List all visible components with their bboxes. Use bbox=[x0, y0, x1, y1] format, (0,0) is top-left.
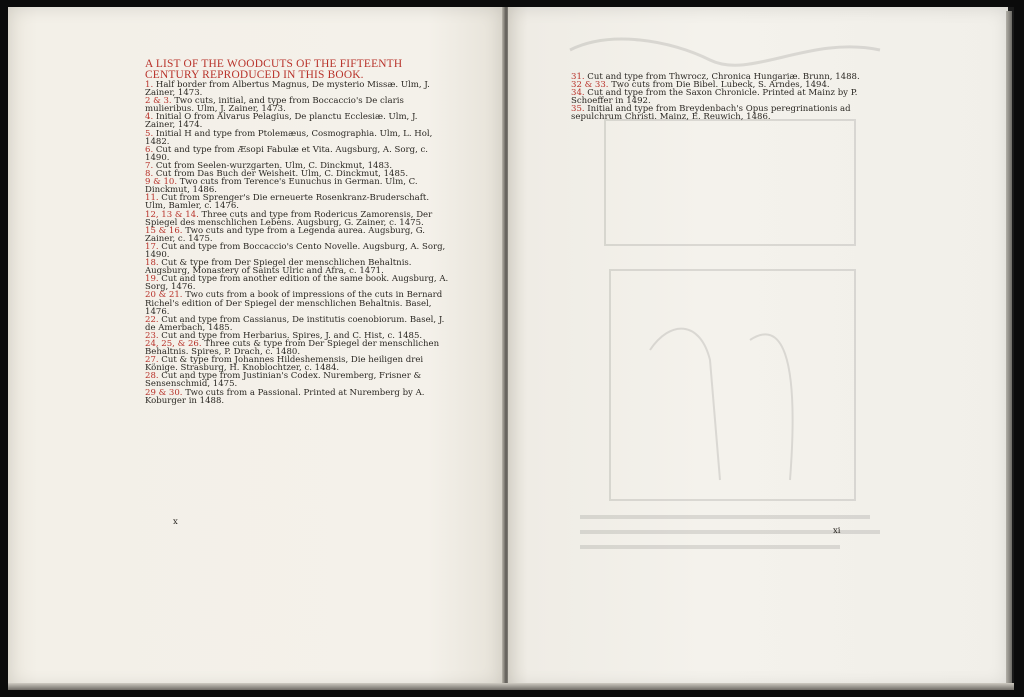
list-entry bbox=[145, 97, 450, 113]
list-entry bbox=[145, 259, 450, 275]
woodcut-list-left bbox=[145, 59, 450, 405]
list-entry bbox=[145, 372, 450, 388]
entry-number: 18. bbox=[145, 258, 159, 269]
page-number-left: x bbox=[173, 517, 178, 527]
entry-text: Three cuts and type from Rodericus Zamorensis, Der Spiegel des menschlichen Lebens. Augsburg, G. Zainer, c. 1475. bbox=[145, 209, 433, 228]
entry-number: 9 & 10. bbox=[145, 177, 178, 188]
list-entry bbox=[145, 113, 450, 129]
entry-text: Two cuts from Die Bibel. Lubeck, S. Arndes, 1494. bbox=[608, 80, 830, 91]
page-edge-right bbox=[1006, 11, 1012, 687]
entry-text: Two cuts from a book of impressions of the cuts in Bernard Richel's edition of Der Spiegel der menschlichen Behaltnis. Basel, 1476. bbox=[145, 290, 443, 317]
entry-text: Cut and type from Herbarius. Spires, J. and C. Hist, c. 1485. bbox=[158, 330, 423, 341]
entry-number: 23. bbox=[145, 330, 159, 341]
entry-number: 31. bbox=[571, 72, 585, 82]
list-entry bbox=[145, 81, 450, 97]
entry-number: 35. bbox=[571, 104, 585, 115]
entry-text: Three cuts & type from Der Spiegel der menschlichen Behaltnis. Spires, P. Drach, c. 1480. bbox=[145, 339, 440, 358]
page-edge-bottom bbox=[8, 683, 1014, 690]
entry-text: Cut from Das Buch der Weisheit. Ulm, C. Dinckmut, 1485. bbox=[153, 169, 409, 180]
entry-text: Cut and type from Cassianus, De institutis coenobiorum. Basel, J. de Amerbach, 1485. bbox=[145, 314, 445, 333]
entry-text: Initial O from Alvarus Pelagius, De planctu Ecclesiæ. Ulm, J. Zainer, 1474. bbox=[145, 112, 418, 131]
list-entry bbox=[145, 340, 450, 356]
list-entry bbox=[571, 89, 871, 105]
entry-number: 4. bbox=[145, 112, 154, 123]
entry-number: 15 & 16. bbox=[145, 225, 183, 236]
entry-number: 1. bbox=[145, 80, 154, 90]
entry-text: Half border from Albertus Magnus, De mysterio Missæ. Ulm, J. Zainer, 1473. bbox=[145, 80, 430, 99]
entry-number: 34. bbox=[571, 88, 585, 99]
entry-number: 20 & 21. bbox=[145, 290, 183, 301]
entry-number: 5. bbox=[145, 128, 154, 139]
entry-text: Cut & type from Johannes Hildeshemensis, Die heiligen drei Könige. Strasburg, H. Knoblochtzer, c. 1484. bbox=[145, 355, 424, 374]
entry-text: Initial H and type from Ptolemæus, Cosmographia. Ulm, L. Hol, 1482. bbox=[145, 128, 433, 147]
list-entry bbox=[145, 146, 450, 162]
list-entry bbox=[145, 275, 450, 291]
left-entries bbox=[145, 81, 450, 405]
list-entry bbox=[145, 316, 450, 332]
entry-text: Two cuts from Terence's Eunuchus in German. Ulm, C. Dinckmut, 1486. bbox=[145, 177, 418, 196]
entry-number: 32 & 33. bbox=[571, 80, 609, 91]
entry-text: Initial and type from Breydenbach's Opus peregrinationis ad sepulchrum Christi. Mainz, E. Reuwich, 1486. bbox=[571, 104, 851, 123]
entry-number: 11. bbox=[145, 193, 159, 204]
entry-number: 29 & 30. bbox=[145, 387, 183, 398]
list-entry bbox=[145, 178, 450, 194]
entry-text: Two cuts and type from a Legenda aurea. Augsburg, G. Zainer, c. 1475. bbox=[145, 225, 426, 244]
entry-number: 12, 13 & 14. bbox=[145, 209, 199, 220]
list-entry bbox=[571, 105, 871, 121]
entry-text: Cut and type from Thwrocz, Chronica Hungariæ. Brunn, 1488. bbox=[584, 72, 860, 82]
entry-text: Two cuts from a Passional. Printed at Nuremberg by A. Koburger in 1488. bbox=[145, 387, 425, 406]
entry-number: 17. bbox=[145, 241, 159, 252]
list-entry bbox=[145, 291, 450, 315]
entry-text: Cut and type from another edition of the same book. Augsburg, A. Sorg, 1476. bbox=[145, 274, 449, 293]
entry-number: 27. bbox=[145, 355, 159, 366]
heading-line-1: A LIST OF THE WOODCUTS OF THE FIFTEENTH bbox=[145, 58, 403, 70]
list-entry bbox=[145, 211, 450, 227]
entry-text: Cut & type from Der Spiegel der menschlichen Behaltnis. Augsburg, Monastery of Saints Ulric and Afra, c. 1471. bbox=[145, 258, 412, 277]
list-entry bbox=[145, 194, 450, 210]
entry-number: 22. bbox=[145, 314, 159, 325]
entry-text: Cut and type from the Saxon Chronicle. Printed at Mainz by P. Schoeffer in 1492. bbox=[571, 88, 858, 107]
list-heading bbox=[145, 59, 450, 80]
list-entry bbox=[145, 389, 450, 405]
woodcut-list-right bbox=[571, 73, 871, 122]
entry-text: Two cuts, initial, and type from Boccaccio's De claris mulieribus. Ulm, J. Zainer, 1473. bbox=[145, 96, 404, 115]
entry-text: Cut from Seelen-wurzgarten. Ulm, C. Dinckmut, 1483. bbox=[153, 160, 393, 171]
entry-number: 24, 25, & 26. bbox=[145, 339, 202, 349]
entry-text: Cut from Sprenger's Die erneuerte Rosenkranz-Bruderschaft. Ulm, Bamler, c. 1476. bbox=[145, 193, 430, 212]
heading-line-2: CENTURY REPRODUCED IN THIS BOOK. bbox=[145, 68, 364, 81]
entry-number: 2 & 3. bbox=[145, 96, 172, 107]
entry-number: 6. bbox=[145, 144, 154, 155]
entry-text: Cut and type from Justinian's Codex. Nuremberg, Frisner & Sensenschmid, 1475. bbox=[145, 371, 422, 390]
list-entry bbox=[145, 356, 450, 372]
page-number-right: xi bbox=[833, 526, 841, 536]
entry-number: 28. bbox=[145, 371, 159, 382]
list-entry bbox=[145, 130, 450, 146]
list-entry bbox=[145, 243, 450, 259]
list-entry bbox=[145, 227, 450, 243]
right-entries bbox=[571, 73, 871, 122]
entry-text: Cut and type from Æsopi Fabulæ et Vita. Augsburg, A. Sorg, c. 1490. bbox=[145, 144, 429, 163]
entry-number: 7. bbox=[145, 160, 154, 171]
entry-number: 8. bbox=[145, 169, 154, 180]
entry-number: 19. bbox=[145, 274, 159, 285]
entry-text: Cut and type from Boccaccio's Cento Novelle. Augsburg, A. Sorg, 1490. bbox=[145, 241, 446, 260]
